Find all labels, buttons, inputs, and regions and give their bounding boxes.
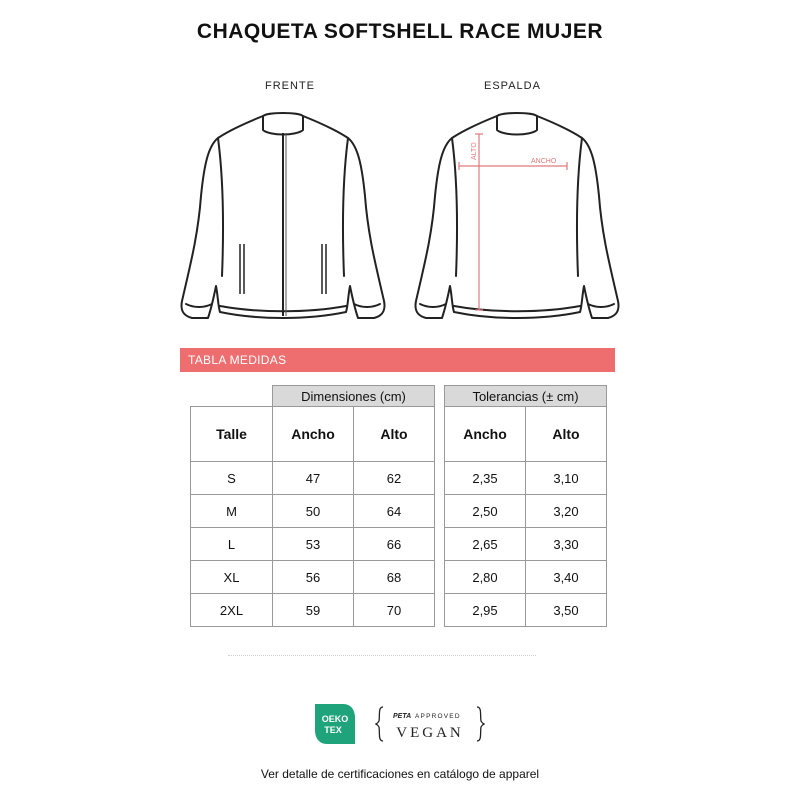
width-tolerance-cell: 2,80: [445, 561, 526, 594]
col-header-alto: Alto: [354, 407, 435, 462]
height-tolerance-cell: 3,20: [526, 495, 607, 528]
table-row: [191, 528, 435, 561]
tolerances-group-header: Tolerancias (± cm): [445, 386, 607, 407]
width-cell: 59: [273, 594, 354, 627]
col-header-talle: Talle: [191, 407, 273, 462]
peta-brand: PETA: [393, 713, 412, 720]
front-view-label: FRENTE: [265, 80, 315, 92]
oeko-text: OEKO: [321, 714, 349, 724]
dimensions-table: [190, 385, 435, 627]
section-banner: TABLA MEDIDAS: [180, 348, 615, 372]
table-row: [191, 561, 435, 594]
size-cell: S: [191, 462, 273, 495]
width-cell: 47: [273, 462, 354, 495]
height-tolerance-cell: 3,30: [526, 528, 607, 561]
table-row: [445, 594, 607, 627]
oeko-tex-logo: [313, 702, 357, 746]
table-row: [445, 495, 607, 528]
height-measure-label: ALTO: [471, 142, 478, 160]
certifications-note: Ver detalle de certificaciones en catálogo de apparel: [260, 767, 540, 781]
size-cell: L: [191, 528, 273, 561]
height-tolerance-cell: 3,50: [526, 594, 607, 627]
width-cell: 53: [273, 528, 354, 561]
width-tolerance-cell: 2,35: [445, 462, 526, 495]
page-title: CHAQUETA SOFTSHELL RACE MUJER: [196, 20, 604, 43]
blank-header-cell: [191, 386, 273, 407]
table-row: [191, 594, 435, 627]
size-cell: XL: [191, 561, 273, 594]
width-measure-label: ANCHO: [531, 158, 557, 165]
height-cell: 68: [354, 561, 435, 594]
height-tolerance-cell: 3,40: [526, 561, 607, 594]
vegan-text: VEGAN: [396, 725, 464, 741]
height-tolerance-cell: 3,10: [526, 462, 607, 495]
table-row: [445, 462, 607, 495]
height-cell: 64: [354, 495, 435, 528]
width-tolerance-cell: 2,65: [445, 528, 526, 561]
divider: [228, 655, 536, 656]
width-cell: 50: [273, 495, 354, 528]
table-row: [191, 462, 435, 495]
peta-vegan-logo: [375, 705, 485, 743]
height-cell: 70: [354, 594, 435, 627]
approved-text: APPROVED: [415, 713, 461, 720]
tex-text: TEX: [324, 725, 342, 735]
width-cell: 56: [273, 561, 354, 594]
col-header-alto: Alto: [526, 407, 607, 462]
table-row: [191, 495, 435, 528]
jacket-front-illustration: [168, 106, 398, 331]
col-header-ancho: Ancho: [445, 407, 526, 462]
dimensions-group-header: Dimensiones (cm): [273, 386, 435, 407]
height-cell: 66: [354, 528, 435, 561]
width-tolerance-cell: 2,50: [445, 495, 526, 528]
col-header-ancho: Ancho: [273, 407, 354, 462]
jacket-back-illustration: [402, 106, 632, 331]
height-cell: 62: [354, 462, 435, 495]
back-view-label: ESPALDA: [484, 80, 541, 92]
table-row: [445, 561, 607, 594]
size-cell: M: [191, 495, 273, 528]
width-tolerance-cell: 2,95: [445, 594, 526, 627]
tolerances-table: [444, 385, 607, 627]
table-row: [445, 528, 607, 561]
size-cell: 2XL: [191, 594, 273, 627]
